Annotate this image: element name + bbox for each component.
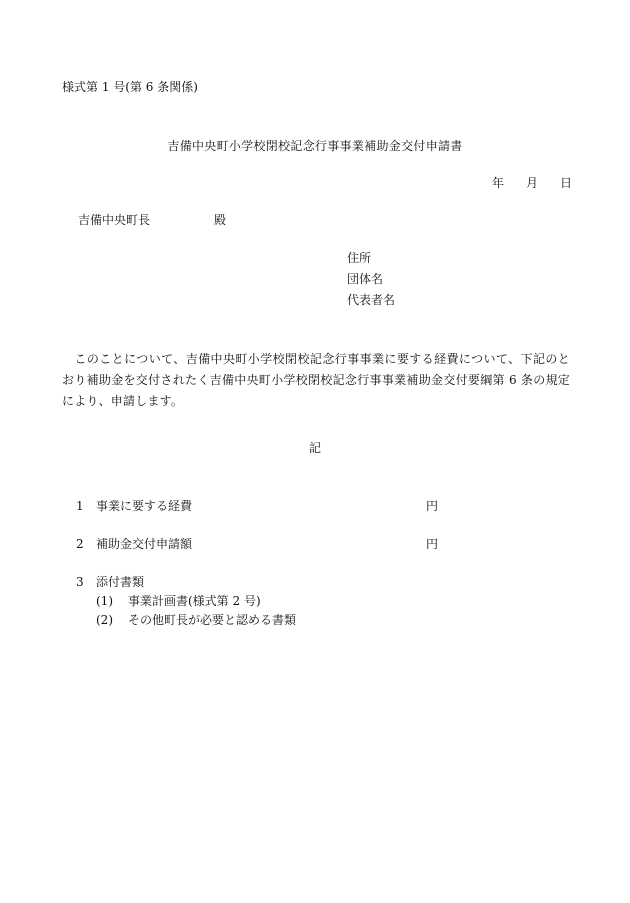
item-label: 補助金交付申請額 bbox=[96, 537, 193, 551]
addressee-honorific: 殿 bbox=[214, 213, 227, 227]
item-number: 3 bbox=[76, 575, 84, 589]
item-number: 2 bbox=[76, 537, 84, 551]
item-number: 1 bbox=[76, 499, 84, 513]
document-title: 吉備中央町小学校閉校記念行事事業補助金交付申請書 bbox=[167, 139, 463, 153]
addressee-name: 吉備中央町長 bbox=[78, 213, 151, 227]
item-requested-amount bbox=[76, 538, 192, 550]
applicant-address-label: 住所 bbox=[347, 251, 372, 265]
item-label: 事業に要する経費 bbox=[96, 499, 193, 513]
attachment-label: 事業計画書(様式第 2 号) bbox=[128, 594, 261, 608]
attachment-item bbox=[96, 595, 261, 607]
applicant-representative-label: 代表者名 bbox=[347, 293, 396, 307]
form-number: 様式第 1 号(第 6 条関係) bbox=[62, 80, 198, 94]
attachment-label: その他町長が必要と認める書類 bbox=[128, 613, 297, 627]
item-expense-unit: 円 bbox=[426, 499, 439, 513]
ki-heading: 記 bbox=[308, 441, 321, 455]
item-attachments bbox=[76, 576, 144, 588]
addressee bbox=[78, 214, 226, 226]
attachment-number: (1) bbox=[96, 594, 113, 608]
item-expense bbox=[76, 500, 192, 512]
applicant-block bbox=[347, 252, 395, 315]
attachment-number: (2) bbox=[96, 613, 113, 627]
date-line bbox=[492, 177, 572, 189]
body-paragraph: このことについて、吉備中央町小学校閉校記念行事事業に要する経費について、下記のとおり補助金を交付されたく吉備中央町小学校閉校記念行事事業補助金交付要綱第 6 条の規定により、申請します。 bbox=[62, 352, 570, 408]
date-day-label: 日 bbox=[559, 176, 572, 190]
item-requested-amount-unit: 円 bbox=[426, 537, 439, 551]
attachment-item bbox=[96, 614, 296, 626]
date-month-label: 月 bbox=[525, 176, 538, 190]
applicant-group-label: 団体名 bbox=[347, 272, 384, 286]
date-year-label: 年 bbox=[491, 176, 504, 190]
item-label: 添付書類 bbox=[96, 575, 145, 589]
